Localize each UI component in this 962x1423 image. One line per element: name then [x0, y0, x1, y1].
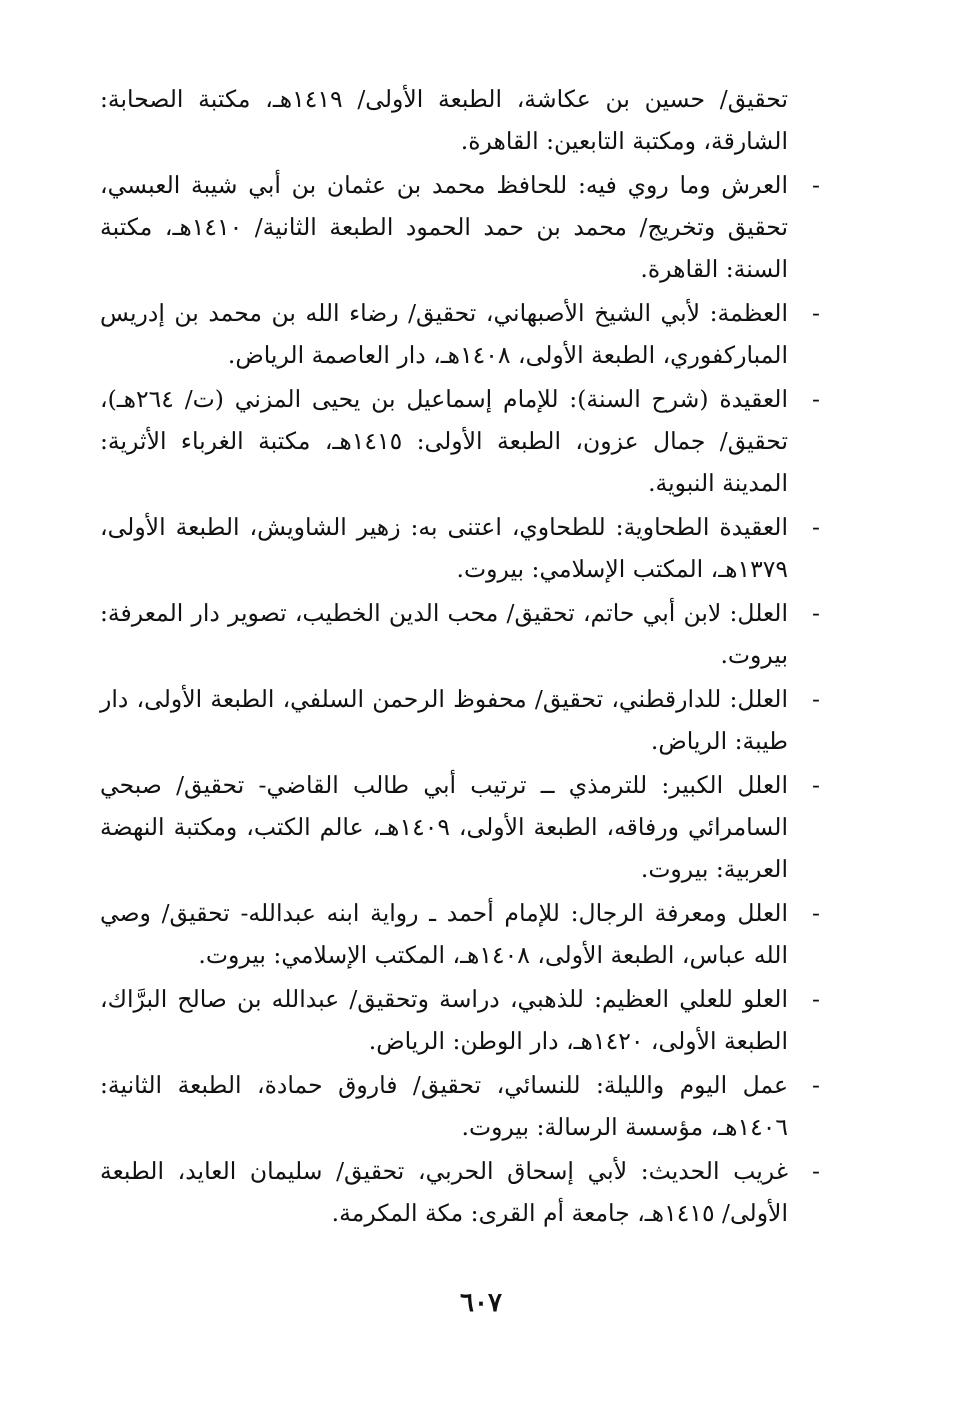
entry-text: العلل الكبير: للترمذي ــ ترتيب أبي طالب القاضي- تحقيق/ صبحي السامرائي ورفاقه، الطبعة الأولى، ١٤٠٩هـ، عالم الكتب، ومكتبة النهضة العربية: بيروت. [100, 771, 788, 883]
bibliography-entry [100, 592, 828, 676]
entry-text: العلل: لابن أبي حاتم، تحقيق/ محب الدين الخطيب، تصوير دار المعرفة: بيروت. [100, 599, 788, 669]
bibliography-entry [100, 378, 828, 504]
bibliography-entry [100, 978, 828, 1062]
bibliography-entry [100, 1064, 828, 1148]
entry-dash: - [812, 771, 820, 799]
entry-text: غريب الحديث: لأبي إسحاق الحربي، تحقيق/ سليمان العايد، الطبعة الأولى/ ١٤١٥هـ، جامعة أم القرى: مكة المكرمة. [100, 1157, 788, 1227]
entry-text: العرش وما روي فيه: للحافظ محمد بن عثمان بن أبي شيبة العبسي، تحقيق وتخريج/ محمد بن حمد الحمود الطبعة الثانية/ ١٤١٠هـ، مكتبة السنة: القاهرة. [100, 171, 788, 283]
bibliography-entry [100, 678, 828, 762]
entry-dash: - [812, 985, 820, 1013]
entry-dash: - [812, 513, 820, 541]
bibliography-entry [100, 78, 828, 162]
entry-text: تحقيق/ حسين بن عكاشة، الطبعة الأولى/ ١٤١٩هـ، مكتبة الصحابة: الشارقة، ومكتبة التابعين: القاهرة. [100, 85, 788, 155]
entry-dash: - [812, 685, 820, 713]
entry-dash: - [812, 171, 820, 199]
bibliography-entry [100, 292, 828, 376]
entry-dash: - [812, 1157, 820, 1185]
bibliography-entry [100, 892, 828, 976]
entry-text: العقيدة الطحاوية: للطحاوي، اعتنى به: زهير الشاويش، الطبعة الأولى، ١٣٧٩هـ، المكتب الإسلامي: بيروت. [100, 513, 788, 583]
bibliography-entry [100, 164, 828, 290]
entry-text: العقيدة (شرح السنة): للإمام إسماعيل بن يحيى المزني (ت/ ٢٦٤هـ)، تحقيق/ جمال عزون، الطبعة الأولى: ١٤١٥هـ، مكتبة الغرباء الأثرية: المدينة النبوية. [100, 385, 788, 497]
entry-dash: - [812, 385, 820, 413]
bibliography-entry [100, 1150, 828, 1234]
bibliography-entry [100, 764, 828, 890]
entry-text: العلل ومعرفة الرجال: للإمام أحمد ـ رواية ابنه عبدالله- تحقيق/ وصي الله عباس، الطبعة الأولى، ١٤٠٨هـ، المكتب الإسلامي: بيروت. [100, 899, 788, 969]
bibliography-list [100, 78, 828, 1236]
page-number: ٦٠٧ [460, 1288, 502, 1318]
entry-text: عمل اليوم والليلة: للنسائي، تحقيق/ فاروق حمادة، الطبعة الثانية: ١٤٠٦هـ، مؤسسة الرسالة: بيروت. [100, 1071, 788, 1141]
entry-text: العظمة: لأبي الشيخ الأصبهاني، تحقيق/ رضاء الله بن محمد بن إدريس المباركفوري، الطبعة الأولى، ١٤٠٨هـ، دار العاصمة الرياض. [100, 299, 788, 369]
entry-text: العلو للعلي العظيم: للذهبي، دراسة وتحقيق/ عبدالله بن صالح البرَّاك، الطبعة الأولى، ١٤٢٠هـ، دار الوطن: الرياض. [100, 985, 788, 1055]
entry-dash: - [812, 599, 820, 627]
entry-dash: - [812, 299, 820, 327]
entry-dash: - [812, 899, 820, 927]
bibliography-entry [100, 506, 828, 590]
entry-dash: - [812, 1071, 820, 1099]
entry-text: العلل: للدارقطني، تحقيق/ محفوظ الرحمن السلفي، الطبعة الأولى، دار طيبة: الرياض. [100, 685, 788, 755]
